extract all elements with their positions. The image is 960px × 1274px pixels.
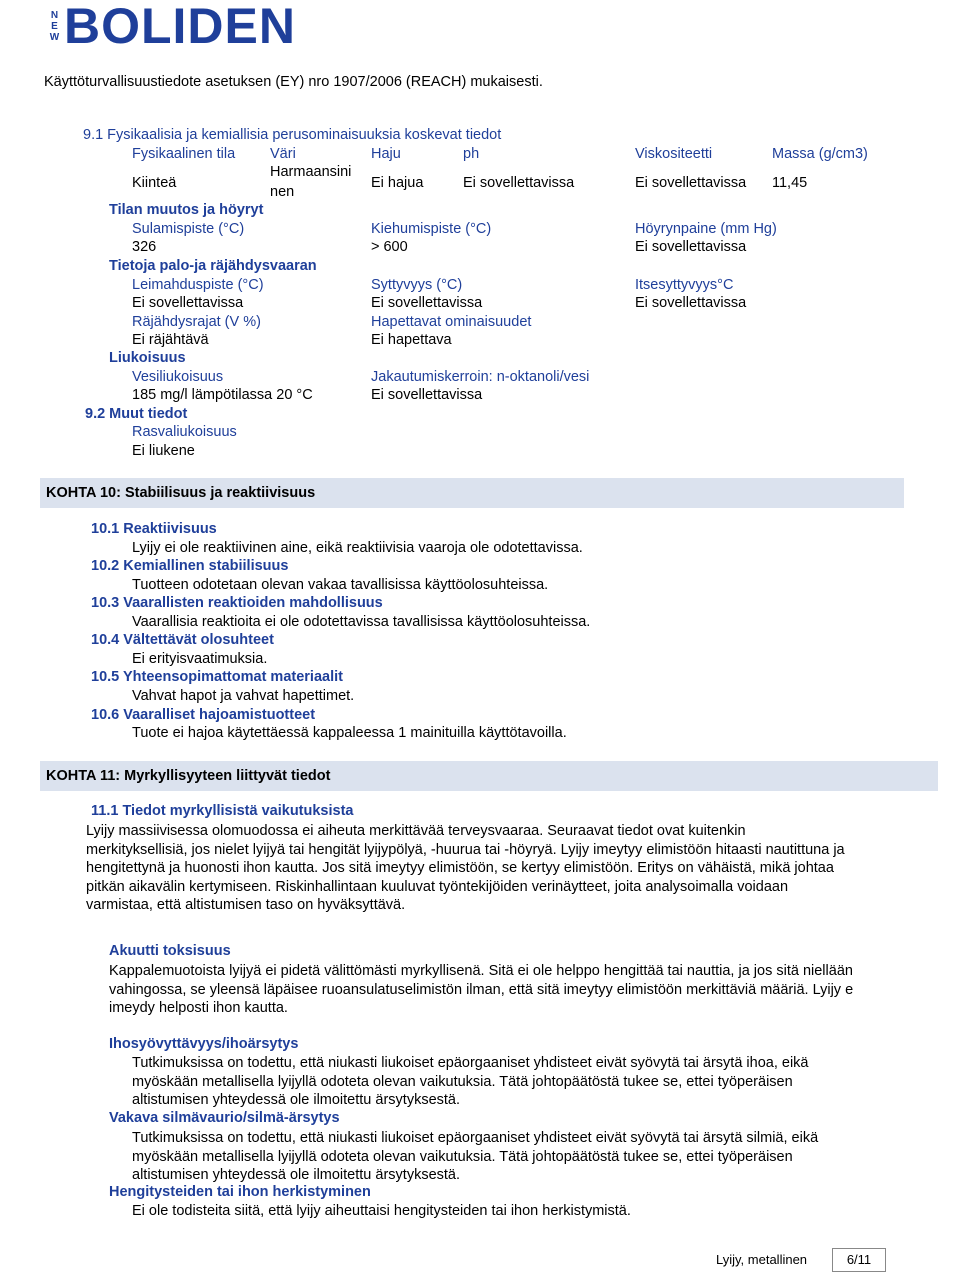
acute-toxicity-title: Akuutti toksisuus — [109, 943, 231, 959]
header-note: Käyttöturvallisuustiedote asetuksen (EY) nro 1907/2006 (REACH) mukaisesti. — [44, 74, 543, 90]
s11-1-line: Lyijy massiivisessa olomuodossa ei aiheuta merkittävää terveysvaaraa. Seuraavat tiedot ovat kuitenkin — [86, 823, 746, 839]
sensitisation-title: Hengitysteiden tai ihon herkistyminen — [109, 1184, 371, 1200]
autoignition-value: Ei sovellettavissa — [635, 295, 747, 311]
state-change-heading: Tilan muutos ja höyryt — [109, 202, 264, 218]
header-density: Massa (g/cm3) — [772, 146, 868, 162]
value-ph: Ei sovellettavissa — [463, 175, 575, 191]
section-11-band — [40, 761, 938, 791]
eye-line: Tutkimuksissa on todettu, että niukasti liukoiset epäorgaaniset yhdisteet eivät syövytä tai ärsytä silmiä, eikä — [132, 1130, 819, 1146]
partition-coefficient-value: Ei sovellettavissa — [371, 387, 483, 403]
s10-1-text: Lyijy ei ole reaktiivinen aine, eikä reaktiivisia vaaroja ole odotettavissa. — [132, 540, 583, 556]
s10-6-text: Tuote ei hajoa käytettäessä kappaleessa 1 mainituilla käyttötavoilla. — [132, 725, 567, 741]
header-viscosity: Viskositeetti — [635, 146, 713, 162]
partition-coefficient-label: Jakautumiskerroin: n-oktanoli/vesi — [371, 369, 590, 385]
skin-corrosion-title: Ihosyövyttävyys/ihoärsytys — [109, 1036, 299, 1052]
header-odor: Haju — [371, 146, 401, 162]
s11-1-line: hengitettynä ja huonosti ihon kautta. Jos sitä imeytyy elimistöön, se kertyy elimistöön. Eritys on vähäistä, mikä johtaa — [86, 860, 834, 876]
logo-name: BOLIDEN — [64, 0, 296, 54]
boiling-point-value: > 600 — [371, 239, 408, 255]
logo-prefix: NEW — [49, 9, 60, 43]
vapour-pressure-label: Höyrynpaine (mm Hg) — [635, 221, 777, 237]
s10-6-title: 10.6 Vaaralliset hajoamistuotteet — [91, 707, 316, 723]
header-ph: ph — [463, 146, 480, 162]
acute-line: imeydy helposti ihon kautta. — [109, 1000, 288, 1016]
s10-1-title: 10.1 Reaktiivisuus — [91, 521, 217, 537]
s10-5-title: 10.5 Yhteensopimattomat materiaalit — [91, 669, 343, 685]
fat-solubility-value: Ei liukene — [132, 443, 195, 459]
melting-point-label: Sulamispiste (°C) — [132, 221, 245, 237]
water-solubility-value: 185 mg/l lämpötilassa 20 °C — [132, 387, 313, 403]
s10-3-title: 10.3 Vaarallisten reaktioiden mahdollisuus — [91, 595, 383, 611]
autoignition-label: Itsesyttyvyys°C — [635, 277, 734, 293]
s10-2-title: 10.2 Kemiallinen stabiilisuus — [91, 558, 289, 574]
fire-heading: Tietoja palo-ja räjähdysvaaran — [109, 258, 317, 274]
s10-3-text: Vaarallisia reaktioita ei ole odotettavissa tavallisissa käyttöolosuhteissa. — [132, 614, 591, 630]
page-number: 6/11 — [832, 1248, 886, 1272]
value-color-line2: nen — [270, 184, 295, 200]
header-color: Väri — [270, 146, 296, 162]
acute-line: Kappalemuotoista lyijyä ei pidetä välittömästi myrkyllisenä. Sitä ei ole helppo hengittää tai nauttia, ja jos sitä niellään — [109, 963, 853, 979]
water-solubility-label: Vesiliukoisuus — [132, 369, 224, 385]
s10-4-text: Ei erityisvaatimuksia. — [132, 651, 268, 667]
flash-point-label: Leimahduspiste (°C) — [132, 277, 264, 293]
skin-line: altistumisen yhteydessä ole ilmoitettu ärsytyksestä. — [132, 1092, 460, 1108]
oxidizing-label: Hapettavat ominaisuudet — [371, 314, 532, 330]
s11-1-line: merkityksellisiä, jos nielet lyijyä tai hengität lyijypölyä, -huurua tai -höyryä. Lyijy imeytyy elimistöön hitaasti nautittuna ja — [86, 841, 845, 858]
boiling-point-label: Kiehumispiste (°C) — [371, 221, 492, 237]
s11-1-title: 11.1 Tiedot myrkyllisistä vaikutuksista — [91, 803, 354, 819]
value-odor: Ei hajua — [371, 175, 424, 191]
boliden-logo — [44, 0, 314, 54]
s10-4-title: 10.4 Vältettävät olosuhteet — [91, 632, 274, 648]
explosive-limits-value: Ei räjähtävä — [132, 332, 209, 348]
s11-1-paragraph — [86, 822, 845, 915]
value-color-line1: Harmaansini — [270, 164, 352, 180]
skin-corrosion-paragraph — [132, 1054, 809, 1110]
eye-damage-paragraph — [132, 1129, 818, 1185]
section-10-band — [40, 478, 904, 508]
fat-solubility-label: Rasvaliukoisuus — [132, 424, 237, 440]
section-9-2-title: 9.2 Muut tiedot — [85, 406, 188, 422]
eye-line: altistumisen yhteydessä ole ilmoitettu ärsytyksestä. — [132, 1167, 460, 1183]
vapour-pressure-value: Ei sovellettavissa — [635, 239, 747, 255]
melting-point-value: 326 — [132, 239, 157, 255]
value-viscosity: Ei sovellettavissa — [635, 175, 747, 191]
s10-5-text: Vahvat hapot ja vahvat hapettimet. — [132, 688, 355, 704]
flammability-value: Ei sovellettavissa — [371, 295, 483, 311]
s10-2-text: Tuotteen odotetaan olevan vakaa tavallisissa käyttöolosuhteissa. — [132, 577, 549, 593]
eye-line: myöskään metallisella lyijyllä odoteta olevan vaikutuksia. Tätä johtopäätöstä tukee se, ettei työperäisen — [132, 1148, 793, 1165]
acute-toxicity-paragraph — [109, 962, 853, 1018]
eye-damage-title: Vakava silmävaurio/silmä-ärsytys — [109, 1110, 340, 1126]
section-10-title: KOHTA 10: Stabiilisuus ja reaktiivisuus — [46, 485, 316, 501]
section-11-title: KOHTA 11: Myrkyllisyyteen liittyvät tiedot — [46, 768, 331, 784]
skin-line: Tutkimuksissa on todettu, että niukasti liukoiset epäorgaaniset yhdisteet eivät syövytä tai ärsytä ihoa, eikä — [132, 1055, 809, 1071]
value-density: 11,45 — [772, 175, 808, 191]
section-9-1-title: 9.1 Fysikaalisia ja kemiallisia perusominaisuuksia koskevat tiedot — [83, 127, 502, 143]
footer-product: Lyijy, metallinen — [716, 1252, 808, 1267]
acute-line: vahingossa, se yleensä läpäisee ruoansulatuselimistön ilman, että sitä imeytyy elimistöön merkittäviä määriä. Lyijy e — [109, 981, 854, 998]
header-physical-state: Fysikaalinen tila — [132, 146, 236, 162]
value-physical-state: Kiinteä — [132, 175, 177, 191]
flash-point-value: Ei sovellettavissa — [132, 295, 244, 311]
solubility-heading: Liukoisuus — [109, 350, 186, 366]
s11-1-line: varmistaa, että altistumisen taso on hyväksyttävä. — [86, 897, 406, 913]
skin-line: myöskään metallisella lyijyllä odoteta olevan vaikutuksia. Tätä johtopäätöstä tukee se, ettei työperäisen — [132, 1073, 793, 1090]
oxidizing-value: Ei hapettava — [371, 332, 452, 348]
sensitisation-text: Ei ole todisteita siitä, että lyijy aiheuttaisi hengitysteiden tai ihon herkistymistä. — [132, 1203, 631, 1219]
flammability-label: Syttyvyys (°C) — [371, 277, 463, 293]
explosive-limits-label: Räjähdysrajat (V %) — [132, 314, 261, 330]
s11-1-line: pitkän aikavälin kertymiseen. Riskinhallintaan kuuluvat työntekijöiden verinäytteet, joita analysoimalla voidaan — [86, 878, 789, 895]
